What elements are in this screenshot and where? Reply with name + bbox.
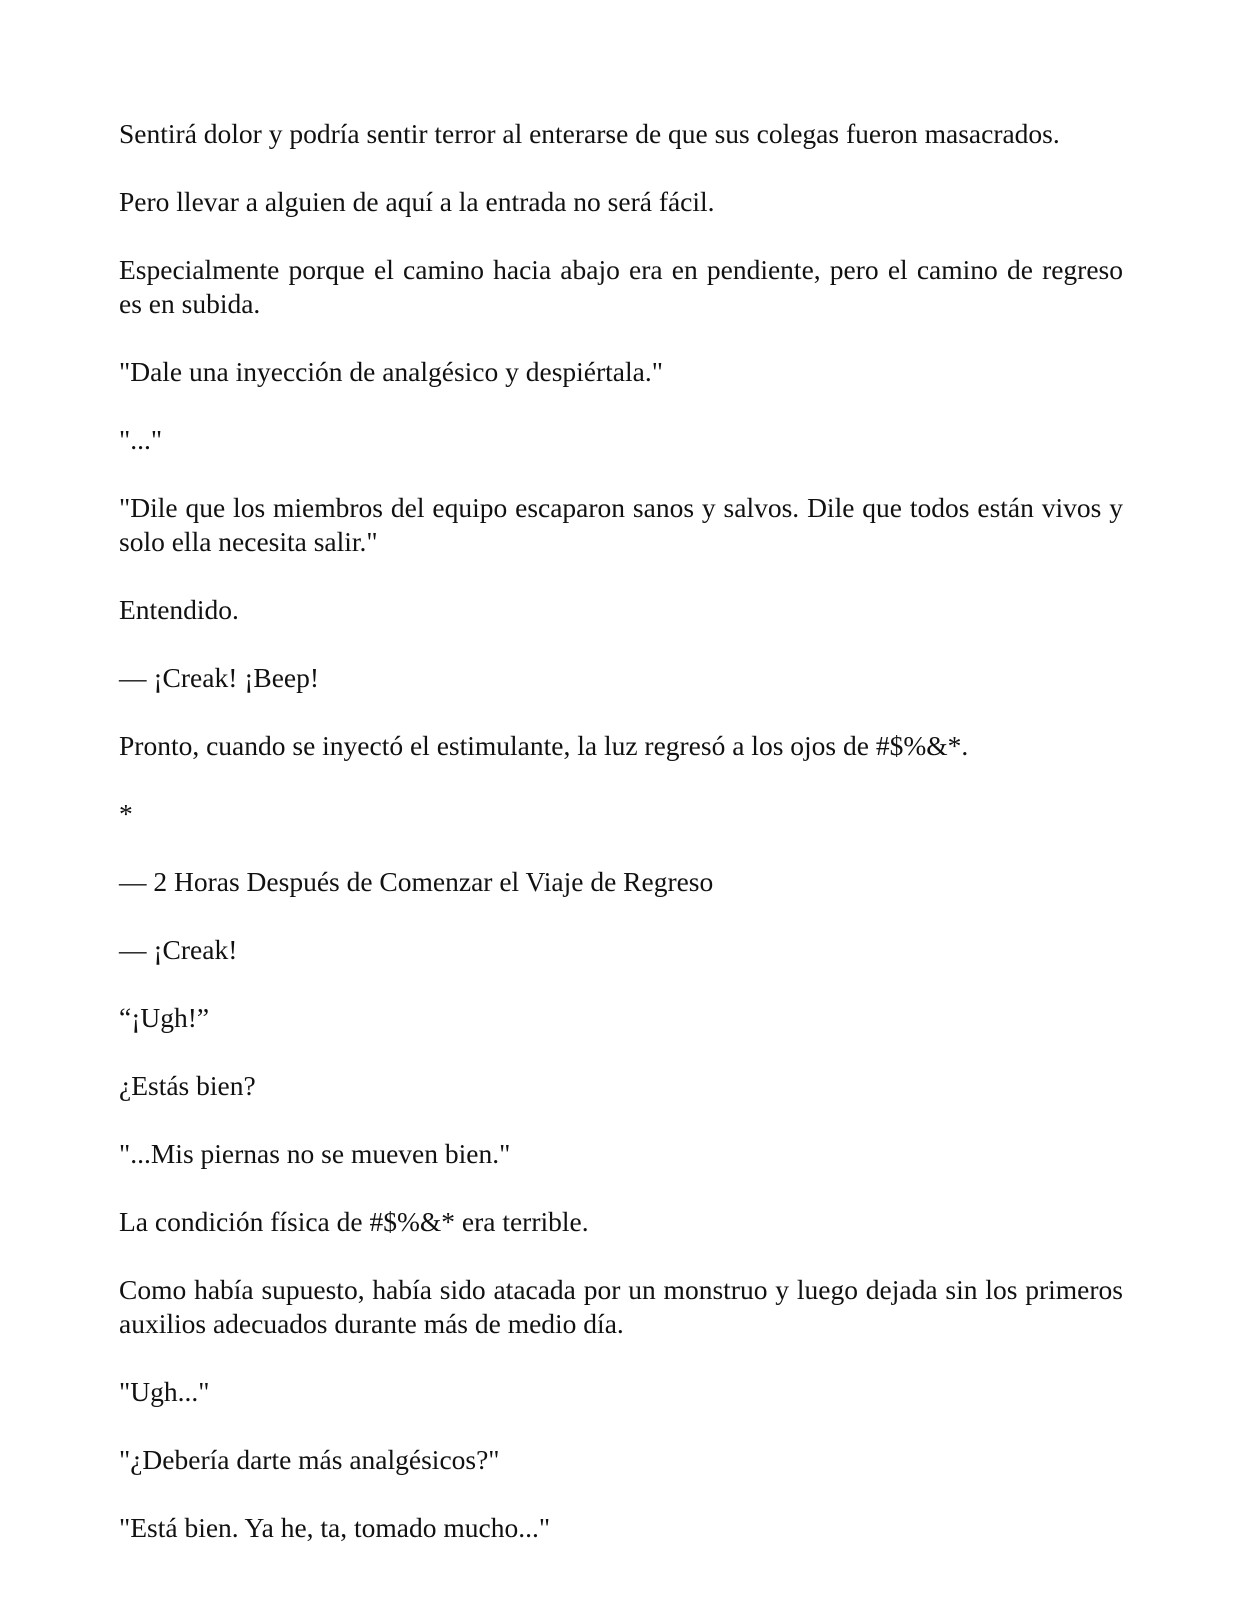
sound-effect-line: — ¡Creak! — [119, 934, 238, 965]
paragraph: Entendido. — [119, 594, 239, 625]
dialogue-line: "Dile que los miembros del equipo escaparon sanos y salvos. Dile que todos están vivos y solo ella necesita salir." — [119, 492, 1123, 557]
dialogue-line: "Dale una inyección de analgésico y despiértala." — [119, 356, 663, 387]
dialogue-line: "Está bien. Ya he, ta, tomado mucho..." — [119, 1512, 551, 1543]
dialogue-line: "..." — [119, 424, 163, 455]
paragraph: Como había supuesto, había sido atacada por un monstruo y luego dejada sin los primeros auxilios adecuados durante más de medio día. — [119, 1274, 1123, 1339]
dialogue-line: “¡Ugh!” — [119, 1002, 210, 1033]
scene-break: * — [119, 798, 133, 829]
paragraph: La condición física de #$%&* era terrible. — [119, 1206, 589, 1237]
paragraph: Pero llevar a alguien de aquí a la entrada no será fácil. — [119, 186, 715, 217]
scene-heading: — 2 Horas Después de Comenzar el Viaje de Regreso — [119, 866, 714, 897]
paragraph: ¿Estás bien? — [119, 1070, 256, 1101]
dialogue-line: "Ugh..." — [119, 1376, 210, 1407]
paragraph: Sentirá dolor y podría sentir terror al enterarse de que sus colegas fueron masacrados. — [119, 118, 1060, 149]
document-page — [119, 117, 1123, 1579]
dialogue-line: "¿Debería darte más analgésicos?" — [119, 1444, 500, 1475]
paragraph: Pronto, cuando se inyectó el estimulante, la luz regresó a los ojos de #$%&*. — [119, 730, 969, 761]
paragraph: Especialmente porque el camino hacia abajo era en pendiente, pero el camino de regreso es en subida. — [119, 254, 1123, 319]
dialogue-line: "...Mis piernas no se mueven bien." — [119, 1138, 511, 1169]
sound-effect-line: — ¡Creak! ¡Beep! — [119, 662, 320, 693]
